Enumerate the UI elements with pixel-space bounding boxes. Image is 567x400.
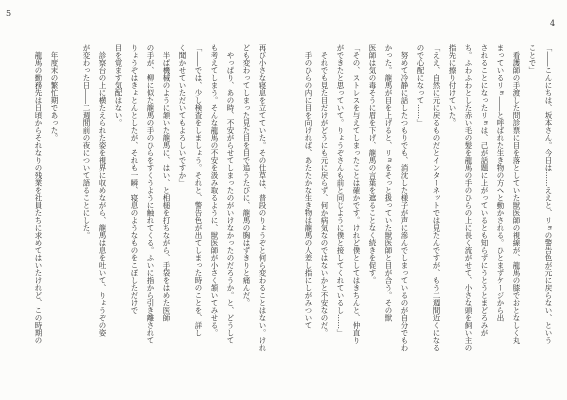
text-column: 医師は気の毒そうに眉を下げ、龍馬の言葉を遮ることなく続きを促す。 <box>368 44 377 284</box>
text-column: ことで」 <box>528 44 537 74</box>
text-column: りょうぞはきょとんとしたが、それも一瞬、寝息のようなものをこぼしただけで <box>130 44 139 314</box>
text-column: まっているリョ――と呼ばれた生き物の方へと動かされる。ひとまずケージから出 <box>496 44 505 322</box>
text-column: 「――こんにちは、坂本さん。今日は……ええと、リョの警告色が元に戻らない、という <box>544 44 553 344</box>
text-column: 看護師の手渡した問診票に目を落としていた獣医師の視線が、龍馬の膝でおとなしく丸 <box>512 44 521 344</box>
text-column: ので心配になって……」 <box>416 44 425 127</box>
text-column: 「その、ストレスを与えてしまったことは確かです。けれど僕としてはきちんと、仲直り <box>352 44 361 344</box>
text-column: 指先に擦り付けていた。 <box>448 44 457 127</box>
text-column: も考えてしまう。そんな龍馬の不安を汲み取るように、獣医師が小さく頷いてみせる。 <box>210 44 219 337</box>
text-column: 「ええ、自然に元に戻るものだとインターネットでは見たんですが、もう二週間近くになる <box>432 44 441 352</box>
page-left-text <box>30 44 270 354</box>
text-column: く聞かせていただいてもよろしいですか」 <box>178 44 187 187</box>
text-column: されることになったリョは、己が話題に上がっているとも知らずにうとうとまどろみが <box>480 44 489 337</box>
text-column: ち。ふわふわとした赤い毛の髪を龍馬の手のひらの上に長く流がせて、小さな頭を飼い主の <box>464 44 473 352</box>
text-column: 診察台の上に横たえられた姿を視界に収めながら、龍馬は息を吐いて、りょうぞの姿 <box>98 44 107 337</box>
text-column: 龍馬の勤務先は日頃からそれなりの残業を社員たちに求めてはいたけれど、この時期の <box>34 44 43 344</box>
text-column: ども変わってしまった見た目を目で追うたびに、龍馬の胸はずきりと痛んだ。 <box>242 44 251 307</box>
text-column: 「――では、少し検査をしましょう。それと、警告色が出てしまった時のことを、詳し <box>194 44 203 337</box>
page-number-right: 4 <box>550 19 556 28</box>
text-column: の手が、柳に似た龍馬の手のひらをすくうように触れてくる。ふいに指から引き離されて <box>146 44 155 344</box>
text-column: 目を覚ます気配はない。 <box>114 44 123 127</box>
text-column: 手のひらの内に目を向ければ、あたたかな生き物は龍馬の人差し指にしがみついて <box>304 44 313 329</box>
text-column: が変わった日――二週間前の夜について語ることにした。 <box>82 44 91 239</box>
text-column: 再び小さな寝息を立てていた。その仕草は、普段のりょうぞと何ら変わることはない。けれ <box>258 44 267 352</box>
blank-column <box>62 44 78 354</box>
text-column: ができたと思っていて。りょうぞさんも前と同じように僕と接してくれているし……」 <box>336 44 345 337</box>
text-column: かった。龍馬が目を上げると、リョをそっと扱っていた獣医師と目が合う。その獣 <box>384 44 393 322</box>
text-column: やっぱり、あの時、不安がらせてしまったのがいけなかったのだろうか。と、どうして <box>226 44 235 344</box>
text-column: 半ば機械のように頷いた龍馬に、はい、と相槌を打ちながら、手袋をはめた医師 <box>162 44 171 322</box>
text-column: 年度末の繁忙期であった。 <box>50 44 59 142</box>
page-right-text <box>300 44 556 354</box>
page-number-left: 5 <box>6 9 12 18</box>
text-column: 努めて冷静に話したつもりでも、消沈した様子が声に滲んでしまっているのが自分でもわ <box>400 44 409 352</box>
text-column: それでも見た目だけがどうにも元に戻らず、何か病気なのではないかと不安なのだ。 <box>320 44 329 337</box>
